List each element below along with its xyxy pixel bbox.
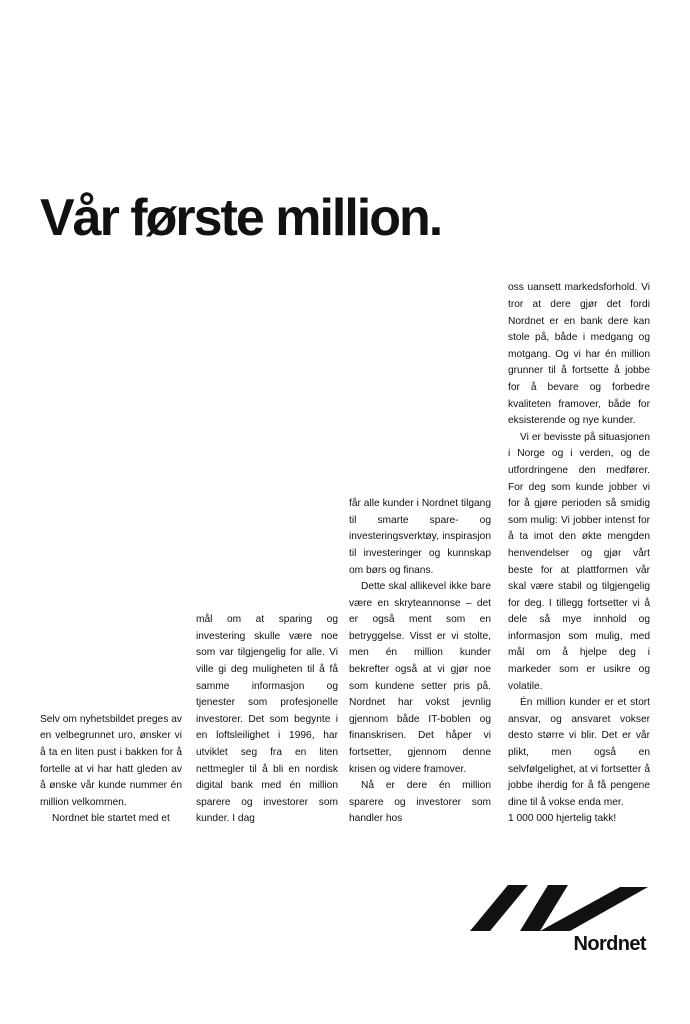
text-column-3 <box>349 498 491 828</box>
text-column-4 <box>508 282 650 828</box>
text-column-1 <box>40 708 182 828</box>
nordnet-slash-mark-icon <box>470 885 648 931</box>
headline: Vår første million. <box>40 189 442 247</box>
body-paragraph: Nordnet ble startet med et <box>52 813 170 825</box>
body-paragraph: får alle kunder i Nordnet tilgang til smarte spare- og investeringsverktøy, inspirasjon til investeringer og kunnskap om børs og finans. <box>349 498 491 576</box>
body-paragraph: Dette skal allikevel ikke bare være en skryteannonse – det er også ment som en betryggelse. Visst er vi stolte, men én million kunder bekrefter også at vi gjør noe som kundene setter pris på. Nordnet har vokst jevnlig gjennom både IT-boblen og finanskrisen. Det håper vi fortsetter, gjennom denne krisen og videre framover. <box>349 581 491 775</box>
nordnet-wordmark: Nordnet <box>573 933 646 955</box>
text-column-2 <box>196 614 338 828</box>
signoff: 1 000 000 hjertelig takk! <box>508 813 617 825</box>
body-paragraph: Vi er bevisste på situasjonen i Norge og i verden, og de utfordringene den medfører. For deg som kunde jobber vi for å gjøre perioden så smidig som mulig: Vi jobber intenst for å ta imot den økte mengden henvendelser og gjør vårt beste for at plattformen vår skal være stabil og tilgjengelig for deg. I tillegg fortsetter vi å dele så mye innhold og informasjon som mulig, med mål om å hjelpe deg i markeder som er usikre og volatile. <box>508 431 650 692</box>
nordnet-logo <box>470 885 648 957</box>
body-paragraph: oss uansett markedsforhold. Vi tror at dere gjør det fordi Nordnet er en bank dere kan stole på, både i medgang og motgang. Og vi har én million grunner til å fortsette å jobbe for å bevare og forbedre kvaliteten framover, både for eksisterende og nye kunder. <box>508 282 650 427</box>
body-paragraph: Nå er dere én million sparere og investorer som handler hos <box>349 780 491 825</box>
body-paragraph: Én million kunder er et stort ansvar, og ansvaret vokser desto større vi blir. Det er vår plikt, men også en selvfølgelighet, at vi fortsetter å jobbe iherdig for å få pengene dine til å vokse enda mer. <box>508 697 650 808</box>
body-paragraph: mål om at sparing og investering skulle være noe som var tilgjengelig for alle. Vi ville gi deg muligheten til å få samme informasjon og tjenester som profesjonelle investorer. Det som begynte i en loftsleilighet i 1996, har utviklet seg fra en liten nettmegler til å bli en nordisk digital bank med én million sparere og investorer som kunder. I dag <box>196 614 338 825</box>
body-paragraph: Selv om nyhetsbildet preges av en velbegrunnet uro, ønsker vi å ta en liten pust i bakken for å fortelle at vi har hatt gleden av å ønske vår kunde nummer én million velkommen. <box>40 713 182 808</box>
